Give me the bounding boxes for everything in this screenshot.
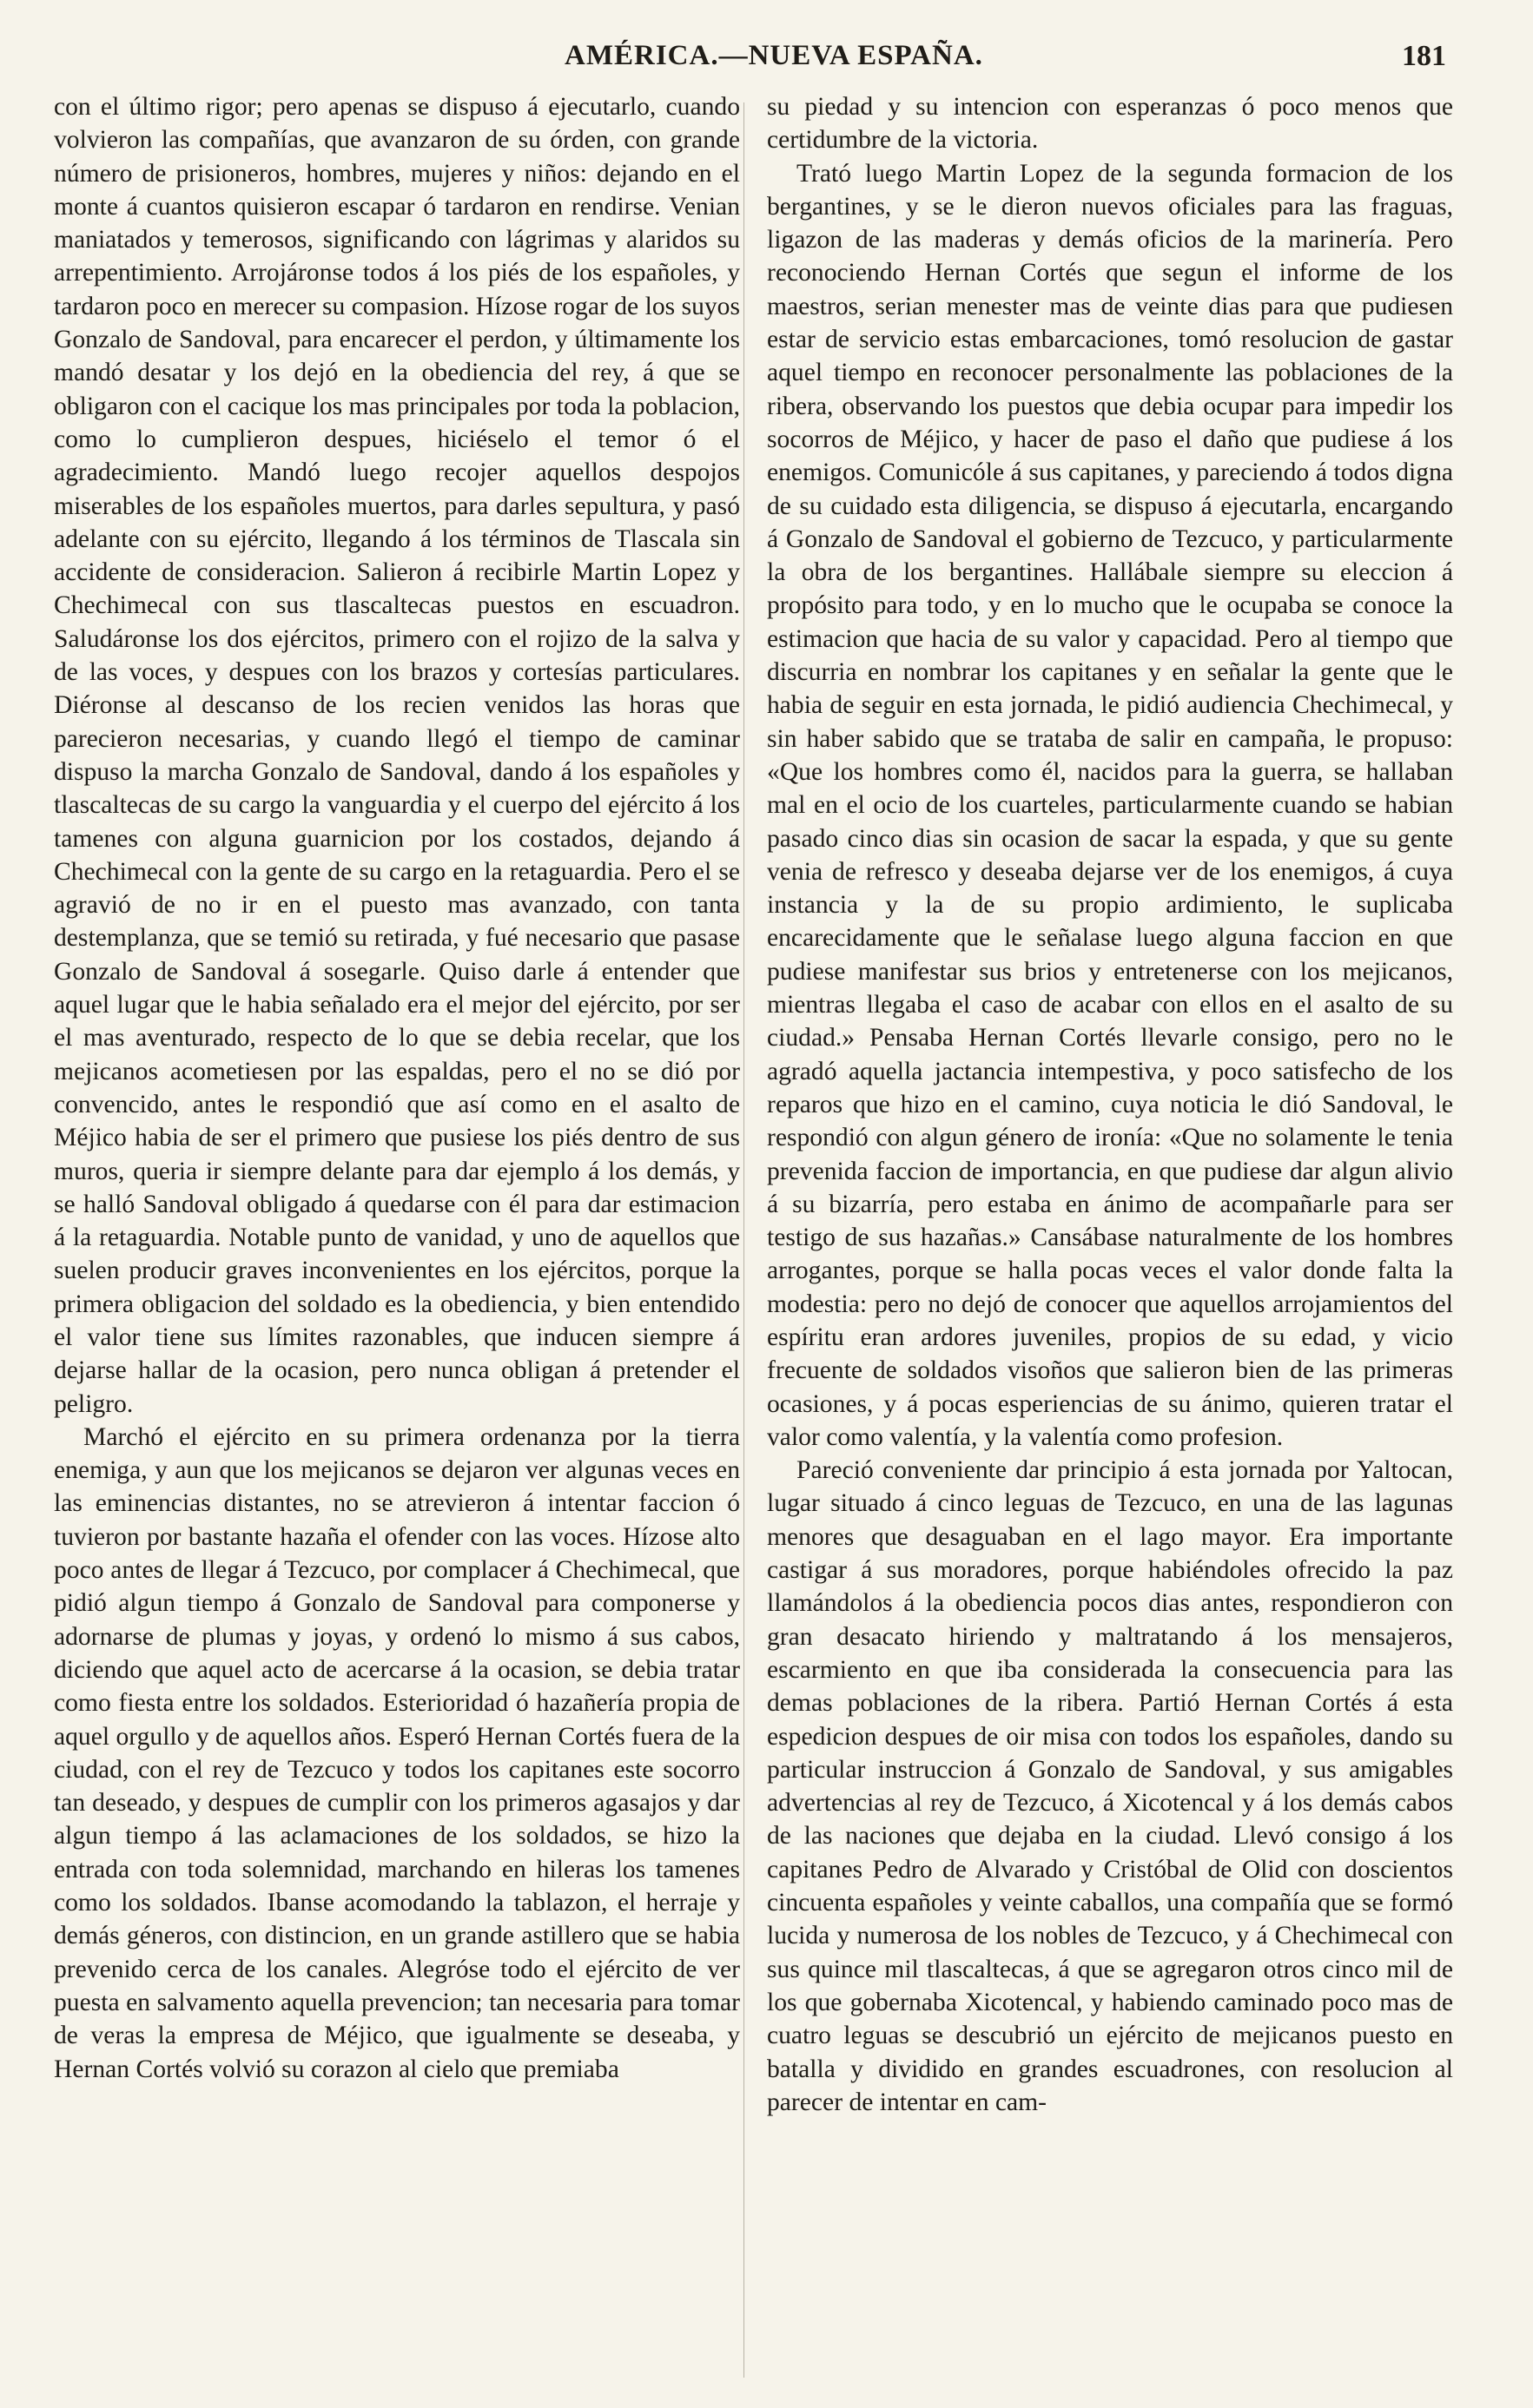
right-paragraph-2: Trató luego Martin Lopez de la segunda formacion de los bergantines, y se le dieron nuevos oficiales para las fraguas, ligazon de las maderas y demás oficios de la marinería. Pero reconociendo Hernan Cortés que segun el informe de los maestros, serian menester mas de veinte dias para que pudiesen estar de servicio estas embarcaciones, tomó resolucion de gastar aquel tiempo en reconocer personalmente las poblaciones de la ribera, observando los puestos que debia ocupar para impedir los socorros de Méjico, y hacer de paso el daño que pudiese á los enemigos. Comunicóle á sus capitanes, y pareciendo á todos digna de su cuidado esta diligencia, se dispuso á ejecutarla, encargando á Gonzalo de Sandoval el gobierno de Tezcuco, y particularmente la obra de los bergantines. Hallábale siempre su eleccion á propósito para todo, y en lo mucho que le ocupaba se conoce la estimacion que hacia de su valor y capacidad. Pero al tiempo que discurria en nombrar los capitanes y en señalar la gente que le habia de seguir en esta jornada, le pidió audiencia Chechimecal, y sin haber sabido que se trataba de salir en campaña, le propuso: «Que los hombres como él, nacidos para la guerra, se hallaban mal en el ocio de los cuarteles, particularmente cuando se habian pasado cinco dias sin ocasion de sacar la espada, y que su gente venia de refresco y deseaba dejarse ver de los enemigos, á cuya instancia y la de su propio ardimiento, le suplicaba encarecidamente que le señalase luego alguna faccion en que pudiese manifestar sus brios y entretenerse con los mejicanos, mientras llegaba el caso de acabar con ellos en el asalto de su ciudad.» Pensaba Hernan Cortés llevarle consigo, pero no le agradó aquella jactancia intempestiva, y poco satisfecho de los reparos que hizo en el camino, cuya noticia le dió Sandoval, le respondió con algun género de ironía: «Que no solamente le tenia prevenida faccion de importancia, en que pudiese dar algun alivio á su bizarría, pero estaba en ánimo de acompañarle para ser testigo de sus hazañas.» Cansábase naturalmente de los hombres arrogantes, porque se halla pocas veces el valor donde falta la modestia: pero no dejó de conocer que aquellos arrojamientos del espíritu eran ardores juveniles, propios de su edad, y vicio frecuente de soldados visoños que salieron bien de las primeras ocasiones, y á pocas esperiencias de su ánimo, quieren tratar el valor como valentía, y la valentía como profesion. <box>767 159 1453 1451</box>
right-paragraph-1: su piedad y su intencion con esperanzas ó poco menos que certidumbre de la victoria. <box>767 93 1453 155</box>
right-column <box>767 90 1453 2119</box>
running-title: AMÉRICA.—NUEVA ESPAÑA. <box>565 40 983 71</box>
right-paragraph-3: Pareció conveniente dar principio á esta jornada por Yaltocan, lugar situado á cinco leguas de Tezcuco, en una de las lagunas menores que desaguaban en el lago mayor. Era importante castigar á sus moradores, porque habiéndoles ofrecido la paz llamándolos á la obediencia pocos dias antes, respondieron con gran desacato hiriendo y maltratando á los mensajeros, escarmiento en que iba considerada la consecuencia para las demas poblaciones de la ribera. Partió Hernan Cortés á esta espedicion despues de oir misa con todos los españoles, dando su particular instruccion á Gonzalo de Sandoval, y sus amigables advertencias al rey de Tezcuco, á Xicotencal y á los demás cabos de las naciones que dejaba en la ciudad. Llevó consigo á los capitanes Pedro de Alvarado y Cristóbal de Olid con doscientos cincuenta españoles y veinte caballos, una compañía que se formó lucida y numerosa de los nobles de Tezcuco, y á Chechimecal con sus quince mil tlascaltecas, á que se agregaron otros cinco mil de los que gobernaba Xicotencal, y habiendo caminado poco mas de cuatro leguas se descubrió un ejército de mejicanos puesto en batalla y dividido en grandes escuadrones, con resolucion al parecer de intentar en cam- <box>767 1456 1453 2116</box>
running-head <box>0 40 1533 83</box>
left-paragraph-1: con el último rigor; pero apenas se dispuso á ejecutarlo, cuando volvieron las compañías, que avanzaron de su órden, con grande número de prisioneros, hombres, mujeres y niños: dejando en el monte á cuantos quisieron escapar ó tardaron en rendirse. Venian maniatados y temerosos, significando con lágrimas y alaridos su arrepentimiento. Arrojáronse todos á los piés de los españoles, y tardaron poco en merecer su compasion. Hízose rogar de los suyos Gonzalo de Sandoval, para encarecer el perdon, y últimamente los mandó desatar y los dejó en la obediencia del rey, á que se obligaron con el cacique los mas principales por toda la poblacion, como lo cumplieron despues, hiciéselo el temor ó el agradecimiento. Mandó luego recojer aquellos despojos miserables de los españoles muertos, para darles sepultura, y pasó adelante con su ejército, llegando á los términos de Tlascala sin accidente de consideracion. Salieron á recibirle Martin Lopez y Chechimecal con sus tlascaltecas puestos en escuadron. Saludáronse los dos ejércitos, primero con el rojizo de la salva y de las voces, y despues con los brazos y cortesías particulares. Diéronse al descanso de los recien venidos las horas que parecieron necesarias, y cuando llegó el tiempo de caminar dispuso la marcha Gonzalo de Sandoval, dando á los españoles y tlascaltecas de su cargo la vanguardia y el cuerpo del ejército á los tamenes con alguna guarnicion por los costados, dejando á Chechimecal con la gente de su cargo en la retaguardia. Pero el se agravió de no ir en el puesto mas avanzado, con tanta destemplanza, que se temió su retirada, y fué necesario que pasase Gonzalo de Sandoval á sosegarle. Quiso darle á entender que aquel lugar que le habia señalado era el mejor del ejército, por ser el mas aventurado, respecto de lo que se debia recelar, que los mejicanos acometiesen por las espaldas, pero el no se dió por convencido, antes le respondió que así como en el asalto de Méjico habia de ser el primero que pusiese los piés dentro de sus muros, queria ir siempre delante para dar ejemplo á los demás, y se halló Sandoval obligado á quedarse con él para dar estimacion á la retaguardia. Notable punto de vanidad, y uno de aquellos que suelen producir graves inconvenientes en los ejércitos, porque la primera obligacion del soldado es la obediencia, y bien entendido el valor tiene sus límites razonables, que inducen siempre á dejarse hallar de la ocasion, pero nunca obligan á pretender el peligro. <box>54 93 740 1418</box>
page-number: 181 <box>1402 40 1446 72</box>
left-column <box>54 90 740 2086</box>
column-divider <box>743 102 744 2378</box>
left-paragraph-2: Marchó el ejército en su primera ordenanza por la tierra enemiga, y aun que los mejicanos se dejaron ver algunas veces en las eminencias distantes, no se atrevieron á intentar faccion ó tuvieron por bastante hazaña el ofender con las voces. Hízose alto poco antes de llegar á Tezcuco, por complacer á Chechimecal, que pidió algun tiempo á Gonzalo de Sandoval para componerse y adornarse de plumas y joyas, y ordenó lo mismo á sus cabos, diciendo que aquel acto de acercarse á la ocasion, se debia tratar como fiesta entre los soldados. Esterioridad ó hazañería propia de aquel orgullo y de aquellos años. Esperó Hernan Cortés fuera de la ciudad, con el rey de Tezcuco y todos los capitanes este socorro tan deseado, y despues de cumplir con los primeros agasajos y dar algun tiempo á las aclamaciones de los soldados, se hizo la entrada con toda solemnidad, marchando en hileras los tamenes como los soldados. Ibanse acomodando la tablazon, el herraje y demás géneros, con distincion, en un grande astillero que se habia prevenido cerca de los canales. Alegróse todo el ejército de ver puesta en salvamento aquella prevencion; tan necesaria para tomar de veras la empresa de Méjico, que igualmente se deseaba, y Hernan Cortés volvió su corazon al cielo que premiaba <box>54 1422 741 2083</box>
